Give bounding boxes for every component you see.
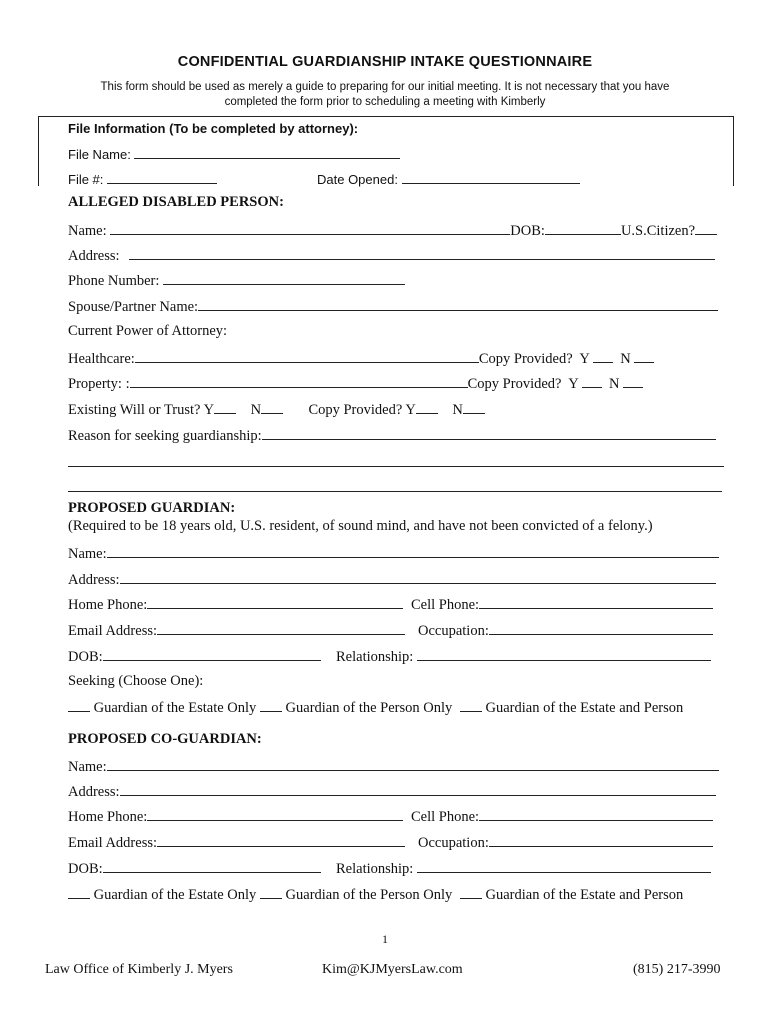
adp-reason-line-3[interactable] [68,491,722,492]
adp-name-label: Name: [68,223,107,239]
proposed-co-guardian-heading: PROPOSED CO-GUARDIAN: [68,731,262,747]
adp-healthcare-row [68,349,654,368]
pcg-option-both-check[interactable] [460,885,482,899]
adp-will-trust-row [68,400,485,419]
file-number-field[interactable] [107,170,217,184]
pg-relationship-label: Relationship: [336,649,414,665]
adp-will-yes-field[interactable] [214,400,236,414]
pg-occupation-row [418,621,713,640]
pcg-address-field[interactable] [120,782,716,796]
pg-cell-phone-label: Cell Phone: [411,597,480,613]
pg-options-row [68,698,683,717]
adp-name-row [68,221,717,240]
adp-reason-field[interactable] [262,426,716,440]
adp-will-copy-no-field[interactable] [463,400,485,414]
pg-email-label: Email Address: [68,623,158,639]
page-number: 1 [382,932,388,946]
adp-healthcare-no-label: N [620,351,631,367]
adp-dob-field[interactable] [545,221,621,235]
pcg-relationship-label: Relationship: [336,861,414,877]
adp-will-copy-label: Copy Provided? [308,402,403,418]
pcg-options-row [68,885,683,904]
adp-property-copy-label: Copy Provided? [467,376,562,392]
pg-email-row [68,621,405,640]
pg-name-label: Name: [68,546,107,562]
pg-home-phone-label: Home Phone: [68,597,148,613]
pcg-option-both-label: Guardian of the Estate and Person [485,887,684,903]
adp-property-yes-label: Y [568,376,579,392]
pcg-home-phone-row [68,807,403,826]
date-opened-row [317,170,580,187]
page-title: CONFIDENTIAL GUARDIANSHIP INTAKE QUESTIONNAIRE [177,54,593,70]
pcg-occupation-field[interactable] [489,833,713,847]
proposed-guardian-heading: PROPOSED GUARDIAN: [68,500,236,516]
adp-will-copy-yes-field[interactable] [416,400,438,414]
pcg-home-phone-field[interactable] [147,807,403,821]
pg-option-estate-check[interactable] [68,698,90,712]
pg-name-row [68,544,719,563]
date-opened-field[interactable] [402,170,580,184]
intro-text [60,80,710,110]
pg-dob-label: DOB: [68,649,103,665]
footer-phone: (815) 217-3990 [633,962,721,977]
adp-healthcare-label: Healthcare: [68,351,135,367]
pcg-relationship-field[interactable] [417,859,711,873]
pg-occupation-field[interactable] [489,621,713,635]
pcg-name-label: Name: [68,759,107,775]
adp-property-no-label: N [609,376,620,392]
adp-will-trust-label: Existing Will or Trust? [68,402,201,418]
adp-name-field[interactable] [110,221,510,235]
pcg-email-field[interactable] [157,833,405,847]
pcg-address-row [68,782,716,801]
adp-property-no-field[interactable] [623,374,643,388]
pg-dob-field[interactable] [103,647,321,661]
adp-spouse-row [68,297,718,316]
adp-poa-label: Current Power of Attorney: [68,323,228,339]
pg-option-person-check[interactable] [260,698,282,712]
pcg-option-estate-label: Guardian of the Estate Only [93,887,257,903]
adp-reason-line-2[interactable] [68,466,724,467]
pcg-dob-field[interactable] [103,859,321,873]
date-opened-label: Date Opened: [317,172,398,187]
pcg-email-label: Email Address: [68,835,158,851]
pg-address-label: Address: [68,572,120,588]
file-name-label: File Name: [68,147,131,162]
adp-address-field[interactable] [129,246,715,260]
adp-healthcare-field[interactable] [135,349,479,363]
pcg-dob-label: DOB: [68,861,103,877]
adp-citizen-label: U.S.Citizen? [620,223,696,239]
file-number-label: File #: [68,172,104,187]
pcg-address-label: Address: [68,784,120,800]
pcg-option-person-check[interactable] [260,885,282,899]
pg-cell-phone-field[interactable] [479,595,713,609]
file-name-field[interactable] [134,145,400,159]
pcg-relationship-row [336,859,711,878]
pg-occupation-label: Occupation: [418,623,489,639]
pg-relationship-row [336,647,711,666]
pcg-occupation-label: Occupation: [418,835,489,851]
file-number-row [68,170,217,187]
pcg-home-phone-label: Home Phone: [68,809,148,825]
adp-will-no-label: N [250,402,262,418]
pg-address-field[interactable] [120,570,716,584]
adp-property-label: Property: : [68,376,130,392]
pcg-email-row [68,833,405,852]
adp-phone-label: Phone Number: [68,273,160,289]
adp-will-copy-yes-label: Y [405,402,416,418]
guardian-requirement: (Required to be 18 years old, U.S. resident, of sound mind, and have not been convicted of a felony.) [68,518,653,534]
adp-healthcare-yes-label: Y [579,351,590,367]
pg-option-both-check[interactable] [460,698,482,712]
adp-phone-field[interactable] [163,271,405,285]
pcg-name-field[interactable] [107,757,719,771]
intro-line-2: completed the form prior to scheduling a meeting with Kimberly [224,96,546,108]
pg-option-both-label: Guardian of the Estate and Person [485,700,684,716]
adp-reason-row [68,426,716,445]
adp-spouse-label: Spouse/Partner Name: [68,299,199,315]
pg-option-estate-label: Guardian of the Estate Only [93,700,257,716]
adp-address-label: Address: [68,248,120,264]
pcg-cell-phone-label: Cell Phone: [411,809,480,825]
adp-reason-label: Reason for seeking guardianship: [68,428,262,444]
file-info-heading: File Information (To be completed by attorney): [68,121,359,136]
pcg-cell-phone-row [411,807,713,826]
adp-spouse-field[interactable] [198,297,718,311]
pg-email-field[interactable] [157,621,405,635]
adp-property-row [68,374,643,393]
pg-dob-row [68,647,321,666]
adp-property-yes-field[interactable] [582,374,602,388]
pg-home-phone-field[interactable] [147,595,403,609]
pg-home-phone-row [68,595,403,614]
pcg-occupation-row [418,833,713,852]
adp-property-field[interactable] [130,374,468,388]
adp-phone-row [68,271,405,290]
pg-seeking-label: Seeking (Choose One): [68,673,204,689]
adp-dob-label: DOB: [510,223,545,239]
adp-will-copy-no-label: N [452,402,463,418]
pcg-cell-phone-field[interactable] [479,807,713,821]
pg-address-row [68,570,716,589]
adp-citizen-field[interactable] [695,221,717,235]
adp-healthcare-copy-label: Copy Provided? [478,351,573,367]
intro-line-1: This form should be used as merely a guide to preparing for our initial meeting. It is not necessary that you have [100,81,670,93]
adp-address-row [68,246,715,265]
pcg-option-person-label: Guardian of the Person Only [285,887,453,903]
pg-cell-phone-row [411,595,713,614]
alleged-disabled-heading: ALLEGED DISABLED PERSON: [68,194,284,210]
pcg-option-estate-check[interactable] [68,885,90,899]
pcg-dob-row [68,859,321,878]
file-name-row [68,145,400,162]
adp-healthcare-yes-field[interactable] [593,349,613,363]
footer-firm: Law Office of Kimberly J. Myers [45,962,233,977]
adp-will-no-field[interactable] [261,400,283,414]
pg-option-person-label: Guardian of the Person Only [285,700,453,716]
pcg-name-row [68,757,719,776]
footer-email: Kim@KJMyersLaw.com [322,962,463,977]
adp-will-yes-label: Y [203,402,215,418]
pg-name-field[interactable] [107,544,719,558]
adp-healthcare-no-field[interactable] [634,349,654,363]
pg-relationship-field[interactable] [417,647,711,661]
